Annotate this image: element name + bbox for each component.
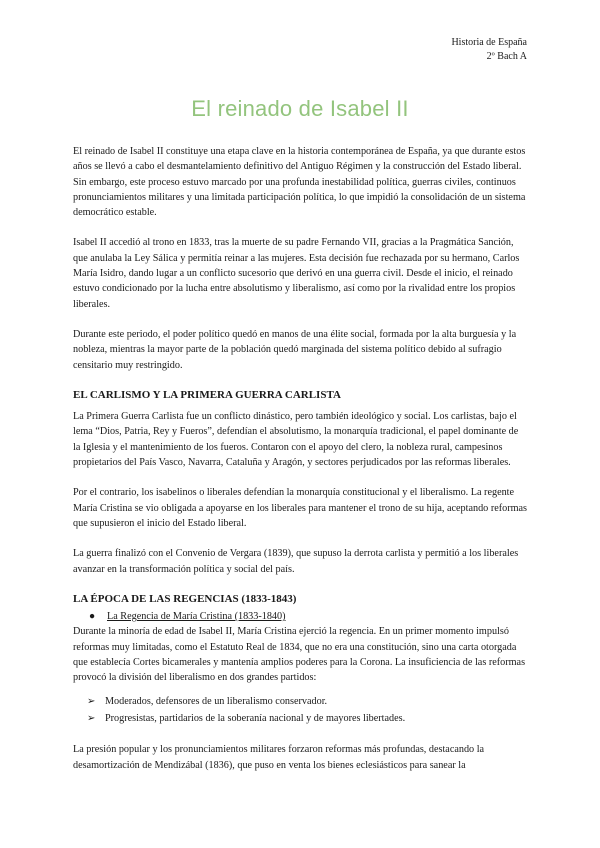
arrow-bullet-icon: ➢ — [87, 695, 96, 707]
regencia-paragraph: Durante la minoría de edad de Isabel II, María Cristina ejerció la regencia. En un primer momento impulsó reformas muy limitadas, como el Estatuto Real de 1834, que no era una constitución, sino una carta otorgada que establecía Cortes bicamerales y mantenía amplios poderes para la Corona. La insuficiencia de las reformas provocó la división del liberalismo en dos grandes partidos: — [73, 626, 526, 684]
arrow-bullet-icon: ➢ — [87, 712, 96, 724]
carlismo-paragraph-1: La Primera Guerra Carlista fue un conflicto dinástico, pero también ideológico y social. Los carlistas, bajo el lema “Dios, Patria, Rey y Fueros”, defendían el absolutismo, la monarquía tradicional, el papel dominante de la Iglesia y el mantenimiento de los fueros. Contaron con el apoyo del clero, la nobleza rural, campesinos propietarios del País Vasco, Navarra, Cataluña y Aragón, y sectores perjudicados por las reformas liberales. — [73, 411, 519, 469]
section-heading-carlismo: EL CARLISMO Y LA PRIMERA GUERRA CARLISTA — [73, 388, 341, 401]
header-subject: Historia de España — [451, 37, 527, 48]
intro-paragraph-2: Isabel II accedió al trono en 1833, tras la muerte de su padre Fernando VII, gracias a la Pragmática Sanción, que anulaba la Ley Sálica y permitía reinar a las mujeres. Esta decisión fue rechazada por su hermano, Carlos María Isidro, dando lugar a un conflicto sucesorio que derivó en una guerra civil. Desde el inicio, el reinado estuvo condicionado por la lucha entre absolutismo y liberalismo, así como por la rivalidad entre los propios liberales. — [73, 237, 520, 310]
party-list — [73, 694, 528, 727]
carlismo-paragraph-2: Por el contrario, los isabelinos o liberales defendían la monarquía constitucional y el liberalismo. La regente María Cristina se vio obligada a apoyarse en los liberales para mantener el trono de su hija, aceptando reformas que supusieron el inicio del Estado liberal. — [73, 487, 528, 529]
list-item-text: Progresistas, partidarios de la soberanía nacional y de mayores libertades. — [105, 712, 406, 724]
closing-paragraph: La presión popular y los pronunciamientos militares forzaron reformas más profundas, destacando la desamortización de Mendizábal (1836), que puso en venta los bienes eclesiásticos para sanear la — [73, 744, 485, 771]
intro-paragraph-1: El reinado de Isabel II constituye una etapa clave en la historia contemporánea de España, ya que durante estos años se llevó a cabo el desmantelamiento definitivo del Antiguo Régimen y la construcción del Estado liberal. Sin embargo, este proceso estuvo marcado por una profunda inestabilidad política, guerras civiles, continuos pronunciamientos militares y una limitada participación política, lo que impidió la consolidación de un sistema democrático estable. — [73, 146, 526, 219]
page-header — [451, 36, 527, 64]
document-title: El reinado de Isabel II — [191, 96, 409, 121]
subsection-bullet — [73, 609, 528, 624]
carlismo-paragraph-3: La guerra finalizó con el Convenio de Vergara (1839), que supuso la derrota carlista y permitió a los liberales avanzar en la transformación política y social del país. — [73, 548, 519, 575]
list-item-text: Moderados, defensores de un liberalismo conservador. — [105, 695, 328, 707]
subsection-heading-maria-cristina: La Regencia de María Cristina (1833-1840) — [107, 611, 286, 623]
document-body — [73, 144, 528, 788]
intro-paragraph-3: Durante este periodo, el poder político quedó en manos de una élite social, formada por la alta burguesía y la nobleza, mientras la mayor parte de la población quedó marginada del sistema político debido al sufragio censitario muy restringido. — [73, 328, 517, 371]
list-item — [73, 694, 528, 709]
section-heading-regencias: LA ÉPOCA DE LAS REGENCIAS (1833-1843) — [73, 592, 297, 605]
header-course: 2º Bach A — [486, 51, 527, 62]
bullet-icon: ● — [89, 611, 96, 623]
list-item — [73, 711, 528, 726]
